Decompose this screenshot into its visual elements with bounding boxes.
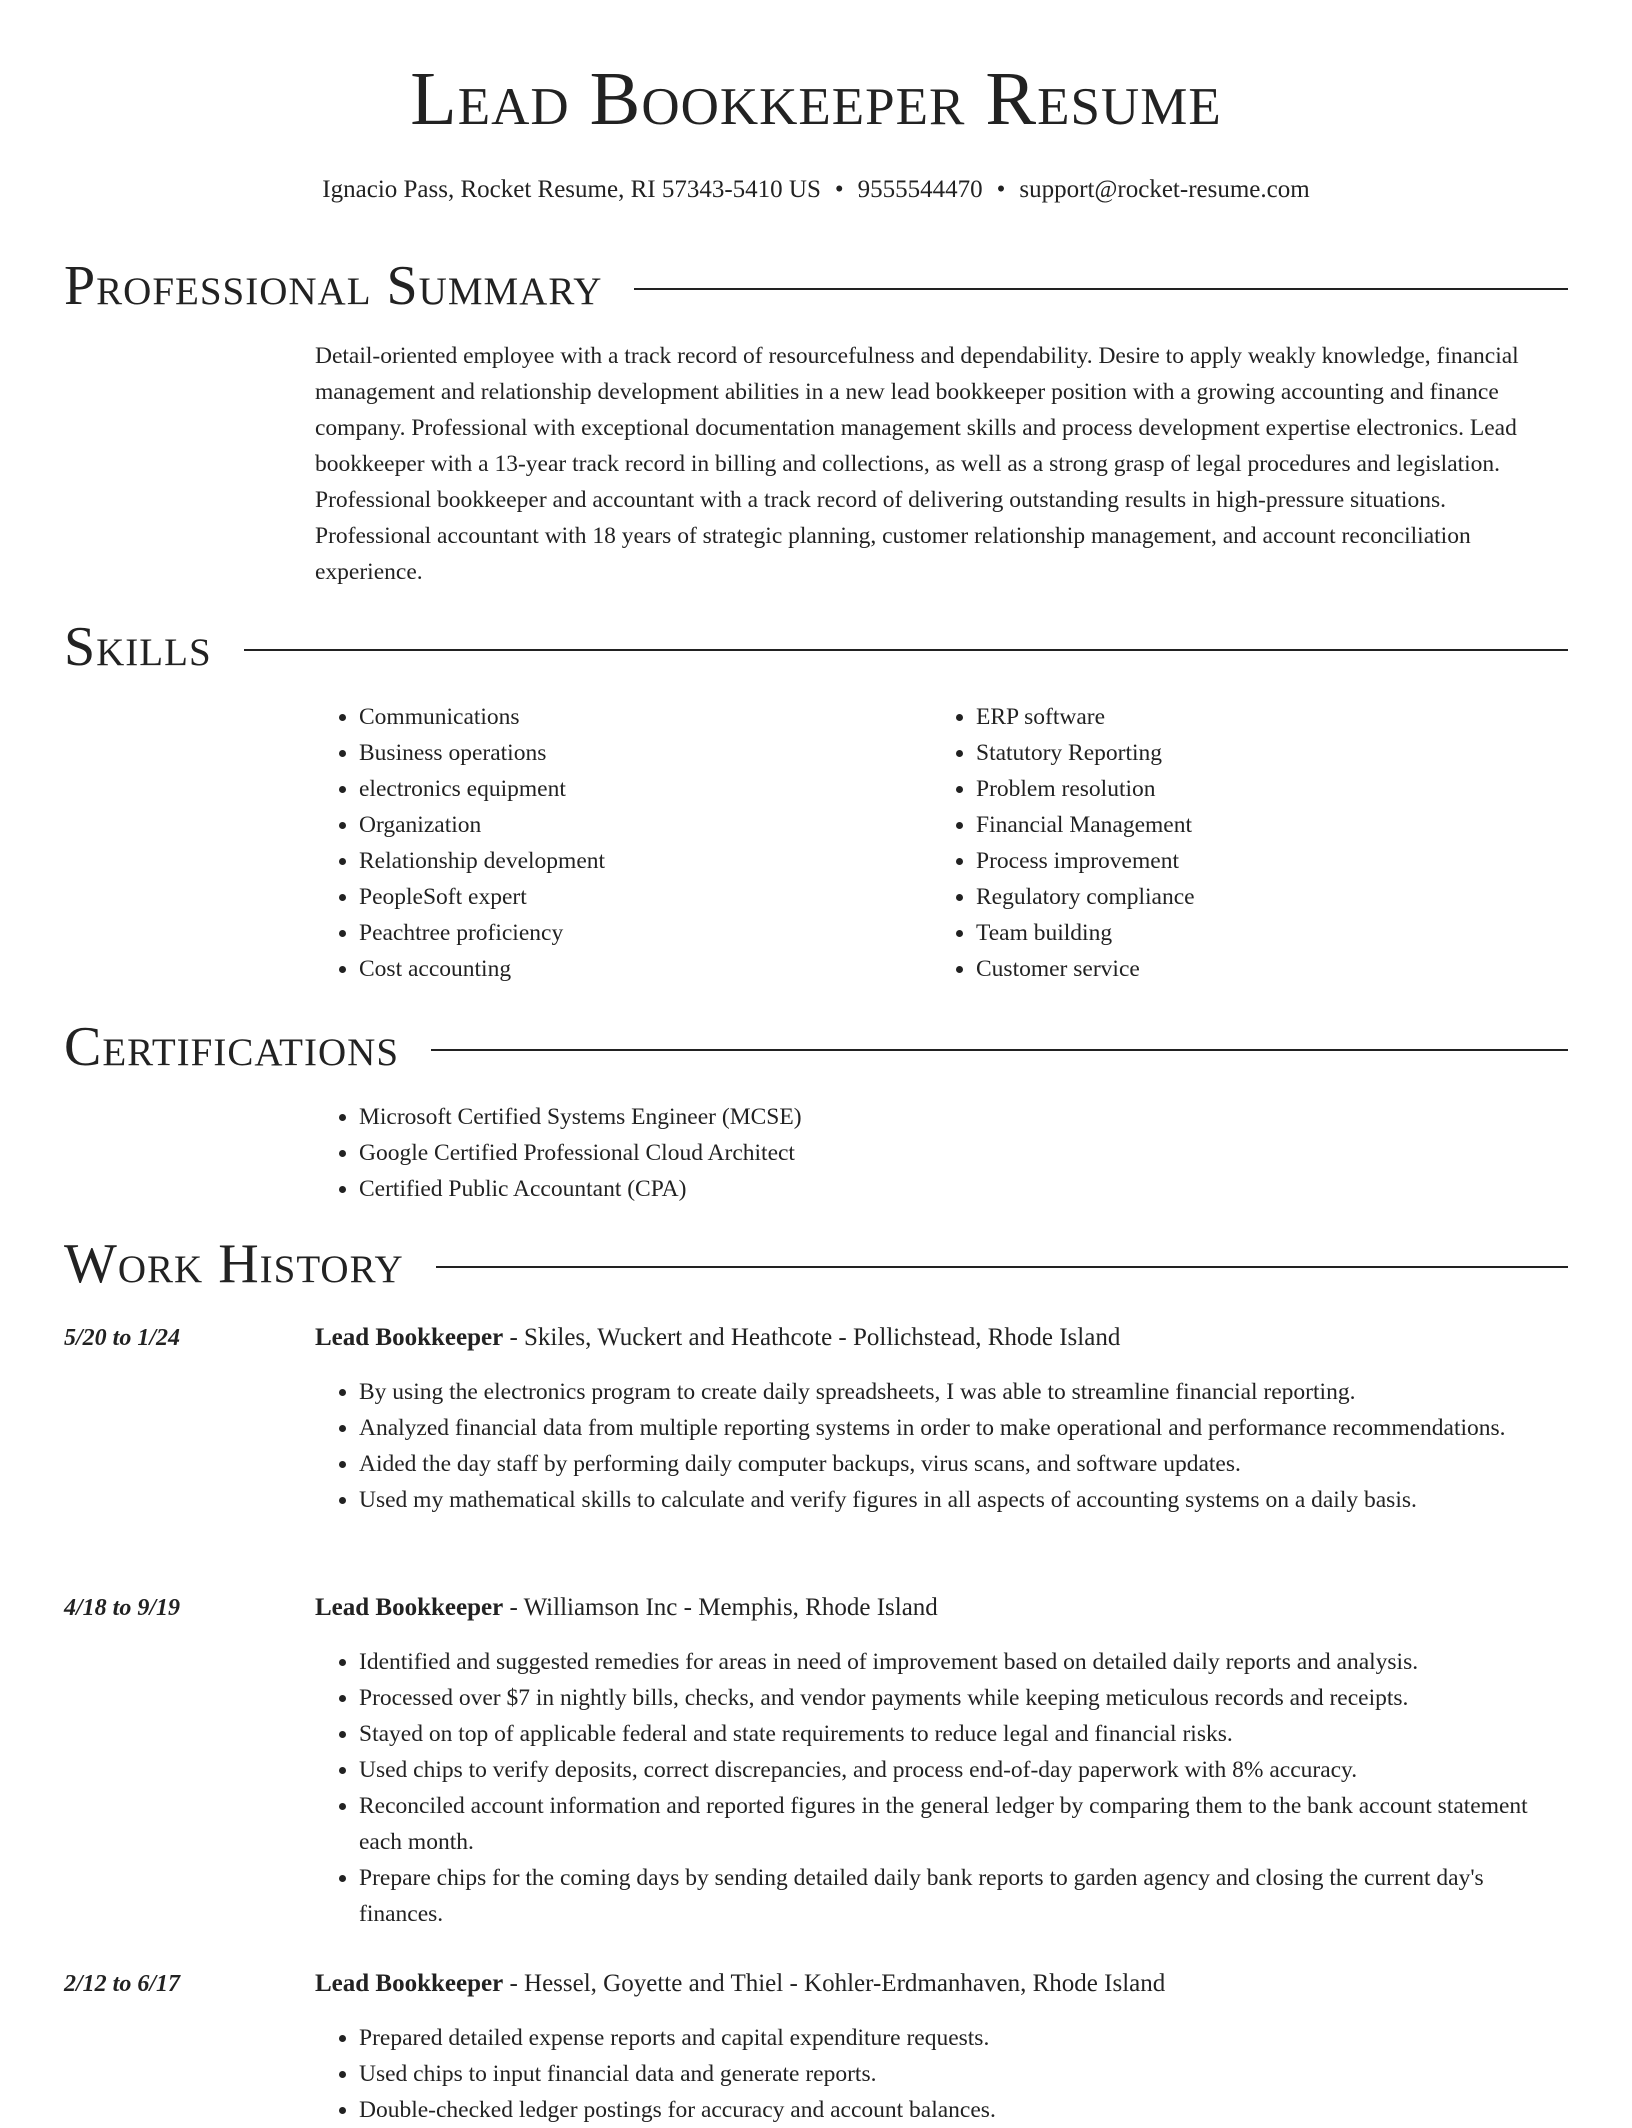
job-employer: - Williamson Inc - Memphis, Rhode Island (503, 1594, 938, 1621)
job-title: Lead Bookkeeper (315, 1970, 504, 1997)
list-item: • Peachtree proficiency (359, 915, 915, 951)
list-item: • Business operations (359, 735, 915, 771)
list-item: • Reconciled account information and reported figures in the general ledger by comparing them to the bank account statement each month. (359, 1788, 1568, 1860)
list-item: • Used chips to input financial data and generate reports. (359, 2056, 1568, 2092)
section-title-skills: Skills (64, 616, 212, 678)
job-heading (315, 1322, 1120, 1354)
contact-address: Ignacio Pass, Rocket Resume, RI 57343-5410 US (322, 176, 821, 203)
section-title-certifications: Certifications (64, 1016, 400, 1078)
job-title: Lead Bookkeeper (315, 1594, 504, 1621)
list-item: • Analyzed financial data from multiple reporting systems in order to make operational and performance recommendations. (359, 1410, 1568, 1446)
job-employer: - Skiles, Wuckert and Heathcote - Pollichstead, Rhode Island (503, 1324, 1121, 1351)
summary-text: Detail-oriented employee with a track record of resourcefulness and dependability. Desire to apply weakly knowledge, financial management and relationship development abilities in a new lead bookkeeper position with a growing accounting and finance company. Professional with exceptional documentation management skills and process development expertise electronics. Lead bookkeeper with a 13-year track record in billing and collections, as well as a strong grasp of legal procedures and legislation. Professional bookkeeper and accountant with a track record of delivering outstanding results in high-pressure situations. Professional accountant with 18 years of strategic planning, customer relationship management, and account reconciliation experience. (315, 343, 1519, 585)
section-header-certifications (64, 1017, 1568, 1079)
section-header-summary (64, 256, 1568, 318)
contact-phone: 9555544470 (857, 176, 983, 203)
section-header-work-history (64, 1234, 1568, 1296)
list-item: • ERP software (976, 699, 1532, 735)
certifications-list (315, 1099, 1515, 1207)
list-item: • Cost accounting (359, 951, 915, 987)
list-item: • Google Certified Professional Cloud Architect (359, 1135, 1515, 1171)
list-item: • Aided the day staff by performing daily computer backups, virus scans, and software updates. (359, 1446, 1568, 1482)
job-heading (315, 1968, 1165, 2000)
contact-separator: • (834, 176, 844, 203)
section-header-skills (64, 617, 1568, 679)
list-item: • Double-checked ledger postings for accuracy and account balances. (359, 2092, 1568, 2128)
list-item: • Statutory Reporting (976, 735, 1532, 771)
section-divider (436, 1266, 1568, 1268)
skills-list-left (315, 699, 915, 987)
section-divider (244, 649, 1568, 651)
list-item: • Microsoft Certified Systems Engineer (MCSE) (359, 1099, 1515, 1135)
list-item: • Stayed on top of applicable federal and state requirements to reduce legal and financial risks. (359, 1716, 1568, 1752)
list-item: • Prepare chips for the coming days by sending detailed daily bank reports to garden agency and closing the current day's finances. (359, 1860, 1568, 1932)
list-item: • electronics equipment (359, 771, 915, 807)
list-item: • Certified Public Accountant (CPA) (359, 1171, 1515, 1207)
list-item: • Communications (359, 699, 915, 735)
section-divider (634, 288, 1568, 290)
list-item: • PeopleSoft expert (359, 879, 915, 915)
list-item: • Customer service (976, 951, 1532, 987)
list-item: • Organization (359, 807, 915, 843)
job-dates: 5/20 to 1/24 (64, 1325, 181, 1351)
job-bullets (315, 1374, 1568, 1518)
skills-list-right (932, 699, 1532, 987)
section-divider (431, 1049, 1568, 1051)
list-item: • Used my mathematical skills to calculate and verify figures in all aspects of accounting systems on a daily basis. (359, 1482, 1568, 1518)
list-item: • Identified and suggested remedies for areas in need of improvement based on detailed daily reports and analysis. (359, 1644, 1568, 1680)
job-dates: 4/18 to 9/19 (64, 1595, 181, 1621)
section-title-summary: Professional Summary (64, 255, 603, 317)
job-heading (315, 1592, 938, 1624)
list-item: • Regulatory compliance (976, 879, 1532, 915)
page-title: Lead Bookkeeper Resume (410, 57, 1222, 141)
contact-email: support@rocket-resume.com (1019, 176, 1310, 203)
contact-separator: • (996, 176, 1006, 203)
list-item: • Problem resolution (976, 771, 1532, 807)
job-dates: 2/12 to 6/17 (64, 1971, 181, 1997)
contact-line (0, 175, 1632, 205)
job-bullets (315, 1644, 1568, 1932)
list-item: • Financial Management (976, 807, 1532, 843)
list-item: • By using the electronics program to create daily spreadsheets, I was able to streamline financial reporting. (359, 1374, 1568, 1410)
list-item: • Relationship development (359, 843, 915, 879)
list-item: • Processed over $7 in nightly bills, checks, and vendor payments while keeping meticulous records and receipts. (359, 1680, 1568, 1716)
job-title: Lead Bookkeeper (315, 1324, 504, 1351)
section-title-work-history: Work History (64, 1233, 404, 1295)
list-item: • Prepared detailed expense reports and capital expenditure requests. (359, 2020, 1568, 2056)
job-employer: - Hessel, Goyette and Thiel - Kohler-Erdmanhaven, Rhode Island (503, 1970, 1166, 1997)
list-item: • Used chips to verify deposits, correct discrepancies, and process end-of-day paperwork with 8% accuracy. (359, 1752, 1568, 1788)
list-item: • Team building (976, 915, 1532, 951)
list-item: • Process improvement (976, 843, 1532, 879)
